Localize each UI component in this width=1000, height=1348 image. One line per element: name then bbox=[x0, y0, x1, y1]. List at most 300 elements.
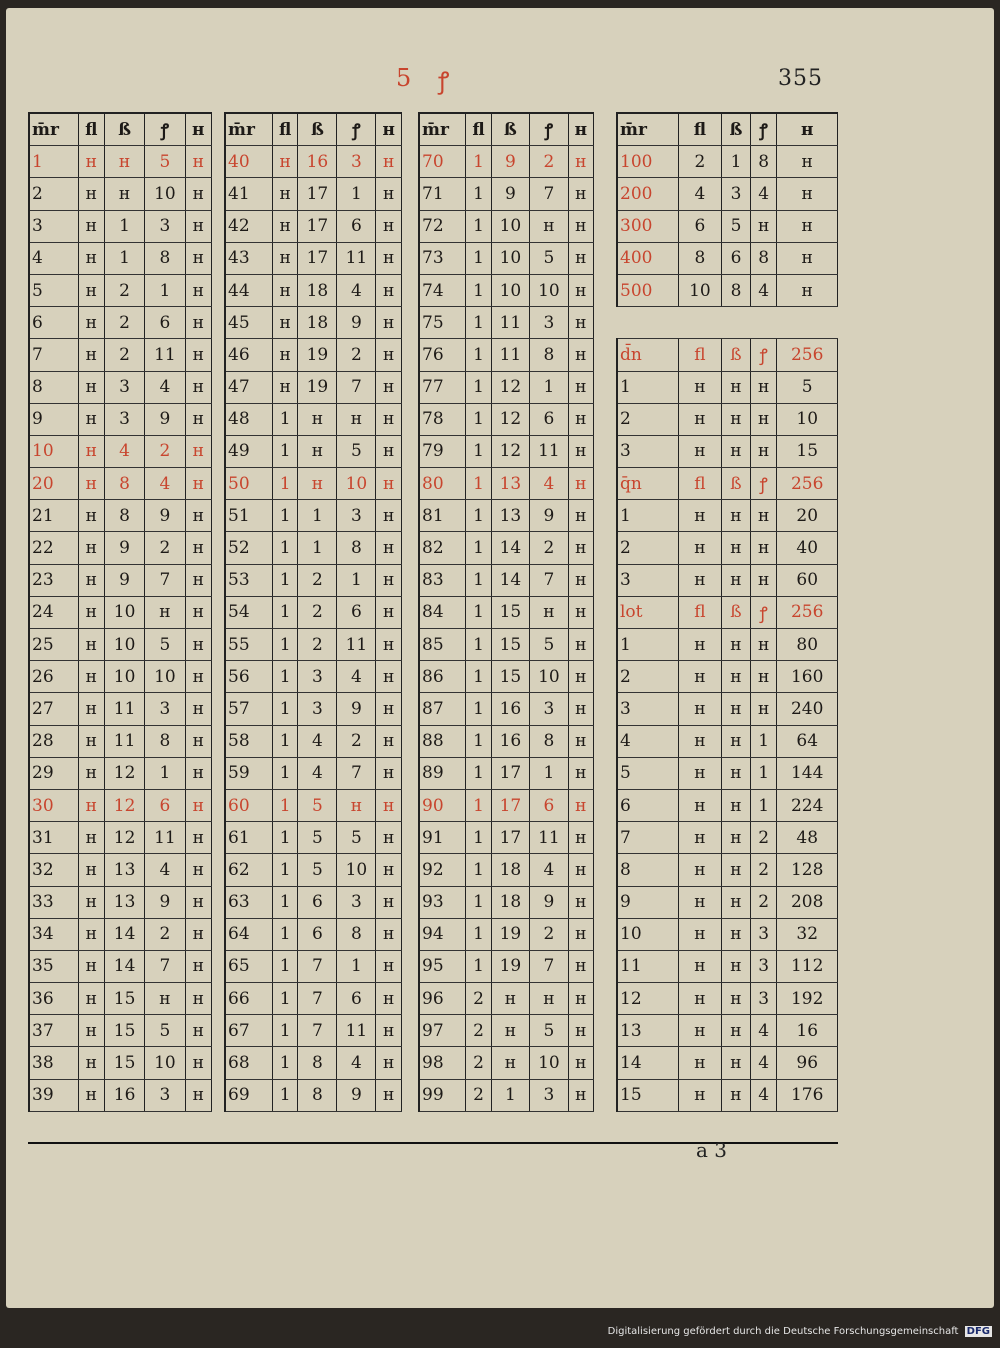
table-cell: 1 bbox=[273, 693, 298, 725]
table-cell: 4 bbox=[617, 725, 678, 757]
table-cell: 1 bbox=[273, 468, 298, 500]
table-cell: 2 bbox=[29, 178, 78, 210]
table-cell: 200 bbox=[617, 178, 678, 210]
table-cell: ʜ bbox=[78, 983, 104, 1015]
table-cell: ꝭ bbox=[750, 596, 776, 628]
table-cell: 11 bbox=[145, 822, 185, 854]
table-cell: 28 bbox=[29, 725, 78, 757]
table-cell: ʜ bbox=[568, 918, 593, 950]
table-cell: fl bbox=[678, 468, 721, 500]
table-row bbox=[617, 178, 838, 210]
table-cell: 12 bbox=[617, 983, 678, 1015]
table-cell: 37 bbox=[29, 1015, 78, 1047]
table-cell: ʜ bbox=[185, 1079, 211, 1111]
table-row bbox=[617, 661, 838, 693]
header-cell: fl bbox=[678, 113, 721, 146]
table-cell: fl bbox=[678, 339, 721, 371]
table-cell: 1 bbox=[466, 435, 491, 467]
table-row bbox=[225, 1015, 402, 1047]
table-cell: 300 bbox=[617, 210, 678, 242]
table-cell: ʜ bbox=[568, 210, 593, 242]
table-row bbox=[225, 435, 402, 467]
table-cell: 7 bbox=[29, 339, 78, 371]
table-cell: 58 bbox=[225, 725, 273, 757]
table-cell: 6 bbox=[29, 307, 78, 339]
table-cell: ʜ bbox=[78, 854, 104, 886]
table-cell: ʜ bbox=[376, 210, 402, 242]
table-cell: 2 bbox=[145, 918, 185, 950]
table-row bbox=[617, 146, 838, 178]
table-cell: 90 bbox=[419, 789, 466, 821]
table-cell: ʜ bbox=[376, 822, 402, 854]
table-cell: 1 bbox=[104, 210, 144, 242]
table-row bbox=[29, 242, 212, 274]
table-cell: 1 bbox=[273, 564, 298, 596]
table-cell: ʜ bbox=[530, 210, 569, 242]
table-cell: ʜ bbox=[273, 178, 298, 210]
table-cell: 44 bbox=[225, 274, 273, 306]
table-cell: 1 bbox=[466, 403, 491, 435]
value-table bbox=[224, 112, 402, 1112]
table-cell: ʜ bbox=[78, 339, 104, 371]
table-cell: 63 bbox=[225, 886, 273, 918]
table-cell: 13 bbox=[491, 500, 530, 532]
table-cell: ʜ bbox=[721, 950, 750, 982]
table-cell: 12 bbox=[104, 822, 144, 854]
table-cell: ʜ bbox=[273, 371, 298, 403]
table-cell: ʜ bbox=[78, 596, 104, 628]
table-cell: ʜ bbox=[78, 757, 104, 789]
table-cell: 1 bbox=[750, 725, 776, 757]
table-cell: 11 bbox=[337, 242, 376, 274]
table-cell: 5 bbox=[617, 757, 678, 789]
table-cell: ʜ bbox=[678, 629, 721, 661]
table-cell: 87 bbox=[419, 693, 466, 725]
table-row bbox=[419, 371, 594, 403]
table-cell: 16 bbox=[298, 146, 337, 178]
table-column-3 bbox=[418, 112, 594, 1112]
table-cell: 10 bbox=[491, 242, 530, 274]
table-cell: ʜ bbox=[376, 725, 402, 757]
table-cell: 29 bbox=[29, 757, 78, 789]
table-cell: ʜ bbox=[185, 532, 211, 564]
table-cell: 11 bbox=[530, 822, 569, 854]
table-cell: 11 bbox=[530, 435, 569, 467]
table-cell: 2 bbox=[617, 403, 678, 435]
table-row bbox=[225, 146, 402, 178]
signature-mark: a 3 bbox=[696, 1138, 728, 1162]
table-row bbox=[29, 725, 212, 757]
table-cell: 10 bbox=[337, 854, 376, 886]
table-row bbox=[29, 789, 212, 821]
table-cell: 74 bbox=[419, 274, 466, 306]
table-cell: 10 bbox=[337, 468, 376, 500]
table-cell: 8 bbox=[145, 242, 185, 274]
table-cell: 7 bbox=[145, 950, 185, 982]
table-cell: 1 bbox=[617, 629, 678, 661]
table-cell: 1 bbox=[466, 629, 491, 661]
table-cell: 1 bbox=[466, 468, 491, 500]
table-row bbox=[29, 307, 212, 339]
header-cell: ʜ bbox=[185, 113, 211, 146]
table-cell: ʜ bbox=[78, 403, 104, 435]
table-cell: 7 bbox=[298, 983, 337, 1015]
table-row bbox=[29, 339, 212, 371]
table-cell: ʜ bbox=[750, 661, 776, 693]
table-cell: ʜ bbox=[78, 435, 104, 467]
table-cell: ʜ bbox=[185, 983, 211, 1015]
table-row bbox=[419, 983, 594, 1015]
table-cell: 1 bbox=[466, 693, 491, 725]
table-cell: 81 bbox=[419, 500, 466, 532]
table-cell: 1 bbox=[273, 757, 298, 789]
table-cell: 9 bbox=[491, 146, 530, 178]
table-cell: 1 bbox=[466, 918, 491, 950]
table-row bbox=[617, 1047, 838, 1079]
table-cell: 12 bbox=[104, 789, 144, 821]
table-cell: ʜ bbox=[568, 757, 593, 789]
table-cell: 1 bbox=[273, 435, 298, 467]
table-cell: ʜ bbox=[185, 629, 211, 661]
table-cell: ʜ bbox=[568, 307, 593, 339]
table-cell: ʜ bbox=[568, 854, 593, 886]
table-cell: 1 bbox=[466, 950, 491, 982]
table-cell: ʜ bbox=[568, 822, 593, 854]
table-row bbox=[419, 886, 594, 918]
table-cell: 256 bbox=[777, 468, 838, 500]
table-cell: 43 bbox=[225, 242, 273, 274]
table-cell: ʜ bbox=[678, 950, 721, 982]
table-cell: ʜ bbox=[337, 789, 376, 821]
header-cell: ʜ bbox=[568, 113, 593, 146]
book-page bbox=[6, 8, 994, 1308]
table-row bbox=[29, 757, 212, 789]
table-cell: 31 bbox=[29, 822, 78, 854]
table-cell: ʜ bbox=[491, 1047, 530, 1079]
table-cell: 24 bbox=[29, 596, 78, 628]
table-cell: ʜ bbox=[721, 693, 750, 725]
table-cell: 10 bbox=[530, 274, 569, 306]
table-cell: 21 bbox=[29, 500, 78, 532]
table-cell: 39 bbox=[29, 1079, 78, 1111]
table-cell: 72 bbox=[419, 210, 466, 242]
table-cell: 1 bbox=[530, 757, 569, 789]
table-cell: ʜ bbox=[78, 661, 104, 693]
table-cell: 17 bbox=[298, 210, 337, 242]
header-cell: fl bbox=[466, 113, 491, 146]
table-cell: ß bbox=[721, 339, 750, 371]
table-row bbox=[617, 435, 838, 467]
table-cell: 15 bbox=[491, 629, 530, 661]
table-cell: 6 bbox=[721, 242, 750, 274]
table-cell: ʜ bbox=[185, 725, 211, 757]
dfg-logo: DFG bbox=[966, 1326, 990, 1337]
table-row bbox=[617, 757, 838, 789]
table-cell: ʜ bbox=[185, 1015, 211, 1047]
table-cell: ʜ bbox=[185, 178, 211, 210]
table-row bbox=[29, 822, 212, 854]
table-cell: ʜ bbox=[721, 1047, 750, 1079]
table-cell: 5 bbox=[530, 1015, 569, 1047]
table-cell: 500 bbox=[617, 274, 678, 306]
table-cell: ʜ bbox=[185, 242, 211, 274]
table-cell: 89 bbox=[419, 757, 466, 789]
table-cell: 4 bbox=[29, 242, 78, 274]
table-row bbox=[225, 500, 402, 532]
table-cell: 11 bbox=[104, 693, 144, 725]
table-cell: ʜ bbox=[78, 178, 104, 210]
table-row bbox=[29, 210, 212, 242]
table-cell: 7 bbox=[298, 950, 337, 982]
table-cell: 4 bbox=[145, 854, 185, 886]
table-cell: 80 bbox=[419, 468, 466, 500]
table-cell: ʜ bbox=[185, 596, 211, 628]
table-cell: 400 bbox=[617, 242, 678, 274]
table-cell: ß bbox=[721, 596, 750, 628]
table-cell: 1 bbox=[298, 532, 337, 564]
table-cell: 6 bbox=[678, 210, 721, 242]
table-cell: ʜ bbox=[491, 983, 530, 1015]
table-row bbox=[419, 693, 594, 725]
table-cell: ʜ bbox=[376, 886, 402, 918]
table-cell: 55 bbox=[225, 629, 273, 661]
table-cell: 1 bbox=[273, 629, 298, 661]
table-row bbox=[29, 468, 212, 500]
table-cell: ʜ bbox=[273, 274, 298, 306]
table-cell: 7 bbox=[337, 757, 376, 789]
table-row bbox=[617, 596, 838, 628]
table-row bbox=[419, 532, 594, 564]
table-row bbox=[617, 274, 838, 306]
table-row bbox=[29, 1015, 212, 1047]
table-cell: ʜ bbox=[78, 307, 104, 339]
table-row bbox=[419, 822, 594, 854]
table-cell: ʜ bbox=[750, 693, 776, 725]
table-cell: 8 bbox=[721, 274, 750, 306]
table-row bbox=[419, 403, 594, 435]
table-cell: 1 bbox=[337, 178, 376, 210]
table-cell: ʜ bbox=[376, 242, 402, 274]
table-cell: 3 bbox=[750, 918, 776, 950]
header-cell: ß bbox=[298, 113, 337, 146]
table-cell: 9 bbox=[617, 886, 678, 918]
table-cell: 10 bbox=[104, 596, 144, 628]
header-mark-b: ꝭ bbox=[438, 67, 450, 95]
header-cell: ꝭ bbox=[145, 113, 185, 146]
table-row bbox=[29, 146, 212, 178]
table-cell: ʜ bbox=[376, 854, 402, 886]
table-row bbox=[617, 1079, 838, 1111]
table-row bbox=[419, 1079, 594, 1111]
table-cell: ʜ bbox=[721, 918, 750, 950]
table-cell: ʜ bbox=[568, 1047, 593, 1079]
table-row bbox=[419, 307, 594, 339]
table-cell: ʜ bbox=[568, 371, 593, 403]
table-row bbox=[225, 178, 402, 210]
table-cell: ʜ bbox=[78, 918, 104, 950]
table-cell: 1 bbox=[466, 532, 491, 564]
table-cell: 1 bbox=[617, 500, 678, 532]
table-cell: 9 bbox=[337, 1079, 376, 1111]
table-row bbox=[617, 822, 838, 854]
table-cell: 18 bbox=[491, 886, 530, 918]
table-cell bbox=[777, 307, 838, 339]
table-cell: 60 bbox=[225, 789, 273, 821]
credit-text: Digitalisierung gefördert durch die Deutsche Forschungsgemeinschaft bbox=[607, 1326, 959, 1337]
table-cell: 17 bbox=[298, 242, 337, 274]
table-cell: ʜ bbox=[185, 371, 211, 403]
table-header-row bbox=[419, 113, 594, 146]
table-cell: 1 bbox=[273, 822, 298, 854]
table-cell: ʜ bbox=[568, 693, 593, 725]
table-cell: 9 bbox=[530, 886, 569, 918]
table-cell: 256 bbox=[777, 339, 838, 371]
table-cell: 40 bbox=[225, 146, 273, 178]
table-cell: 17 bbox=[491, 757, 530, 789]
table-cell: 4 bbox=[145, 371, 185, 403]
table-cell: 12 bbox=[104, 757, 144, 789]
table-cell: ʜ bbox=[376, 693, 402, 725]
table-cell: 40 bbox=[777, 532, 838, 564]
table-row bbox=[29, 564, 212, 596]
table-cell: ʜ bbox=[337, 403, 376, 435]
table-cell: 4 bbox=[530, 854, 569, 886]
table-cell: ʜ bbox=[721, 789, 750, 821]
table-row bbox=[225, 403, 402, 435]
table-cell: 52 bbox=[225, 532, 273, 564]
table-cell: 56 bbox=[225, 661, 273, 693]
table-cell: 1 bbox=[466, 886, 491, 918]
table-row bbox=[29, 596, 212, 628]
table-cell: ʜ bbox=[78, 725, 104, 757]
table-cell: 8 bbox=[337, 532, 376, 564]
table-cell: ʜ bbox=[145, 983, 185, 1015]
table-cell: ʜ bbox=[750, 532, 776, 564]
table-cell: ʜ bbox=[568, 1079, 593, 1111]
table-cell: 5 bbox=[721, 210, 750, 242]
table-cell: ʜ bbox=[750, 435, 776, 467]
table-cell: 6 bbox=[530, 403, 569, 435]
table-cell: 4 bbox=[750, 1047, 776, 1079]
table-cell: 8 bbox=[298, 1079, 337, 1111]
table-cell: 95 bbox=[419, 950, 466, 982]
table-row bbox=[225, 983, 402, 1015]
table-cell: 1 bbox=[466, 854, 491, 886]
table-cell: 1 bbox=[145, 274, 185, 306]
table-cell: 7 bbox=[530, 950, 569, 982]
table-row bbox=[617, 403, 838, 435]
table-cell: 3 bbox=[145, 210, 185, 242]
table-cell: 100 bbox=[617, 146, 678, 178]
table-cell: 112 bbox=[777, 950, 838, 982]
table-cell: 5 bbox=[530, 629, 569, 661]
table-cell: ʜ bbox=[78, 1079, 104, 1111]
table-row bbox=[29, 983, 212, 1015]
table-row bbox=[617, 854, 838, 886]
table-cell: 14 bbox=[104, 918, 144, 950]
table-cell: 70 bbox=[419, 146, 466, 178]
table-cell: 2 bbox=[104, 339, 144, 371]
table-cell: ʜ bbox=[273, 210, 298, 242]
table-cell: 25 bbox=[29, 629, 78, 661]
table-column-1 bbox=[28, 112, 212, 1112]
table-cell: 6 bbox=[337, 596, 376, 628]
table-cell: 20 bbox=[29, 468, 78, 500]
table-cell: 4 bbox=[298, 757, 337, 789]
table-row bbox=[617, 210, 838, 242]
table-row bbox=[29, 178, 212, 210]
table-row bbox=[617, 693, 838, 725]
table-cell: ʜ bbox=[568, 1015, 593, 1047]
table-cell: ʜ bbox=[78, 500, 104, 532]
table-cell: 5 bbox=[298, 822, 337, 854]
table-cell: ʜ bbox=[678, 789, 721, 821]
table-cell: 10 bbox=[104, 661, 144, 693]
table-cell: 16 bbox=[491, 693, 530, 725]
table-cell: ʜ bbox=[376, 1015, 402, 1047]
table-cell: 76 bbox=[419, 339, 466, 371]
table-cell: 2 bbox=[530, 146, 569, 178]
table-cell: 48 bbox=[225, 403, 273, 435]
table-cell: fl bbox=[678, 596, 721, 628]
table-cell: 11 bbox=[491, 339, 530, 371]
table-cell: 6 bbox=[298, 918, 337, 950]
table-cell: 5 bbox=[145, 1015, 185, 1047]
table-cell: ʜ bbox=[185, 854, 211, 886]
table-row bbox=[617, 886, 838, 918]
table-cell: ʜ bbox=[78, 1015, 104, 1047]
table-cell: ʜ bbox=[376, 274, 402, 306]
table-cell: 69 bbox=[225, 1079, 273, 1111]
table-row bbox=[225, 1079, 402, 1111]
table-cell: 10 bbox=[530, 1047, 569, 1079]
table-cell: 1 bbox=[466, 661, 491, 693]
table-cell: 176 bbox=[777, 1079, 838, 1111]
table-cell: 3 bbox=[721, 178, 750, 210]
table-cell: 3 bbox=[750, 983, 776, 1015]
table-cell: 73 bbox=[419, 242, 466, 274]
table-cell: ʜ bbox=[568, 274, 593, 306]
table-cell: 13 bbox=[104, 854, 144, 886]
table-cell: 2 bbox=[678, 146, 721, 178]
table-cell: ʜ bbox=[376, 339, 402, 371]
table-cell: ʜ bbox=[777, 242, 838, 274]
table-cell: 1 bbox=[273, 886, 298, 918]
table-cell: ʜ bbox=[678, 693, 721, 725]
table-cell bbox=[750, 307, 776, 339]
table-cell: 60 bbox=[777, 564, 838, 596]
table-cell bbox=[721, 307, 750, 339]
table-cell: ʜ bbox=[568, 596, 593, 628]
table-cell: ʜ bbox=[78, 629, 104, 661]
table-cell: 9 bbox=[104, 532, 144, 564]
table-cell: ʜ bbox=[721, 661, 750, 693]
table-row bbox=[419, 146, 594, 178]
table-cell: ʜ bbox=[568, 950, 593, 982]
table-cell: ʜ bbox=[678, 1015, 721, 1047]
table-row bbox=[29, 500, 212, 532]
table-row bbox=[617, 371, 838, 403]
table-row bbox=[29, 371, 212, 403]
table-cell: 18 bbox=[298, 274, 337, 306]
page-header bbox=[6, 8, 994, 95]
table-cell: ʜ bbox=[568, 146, 593, 178]
table-cell: 1 bbox=[466, 822, 491, 854]
header-cell: ß bbox=[721, 113, 750, 146]
table-cell: 1 bbox=[273, 1079, 298, 1111]
table-cell: ʜ bbox=[721, 725, 750, 757]
table-cell: 5 bbox=[145, 146, 185, 178]
